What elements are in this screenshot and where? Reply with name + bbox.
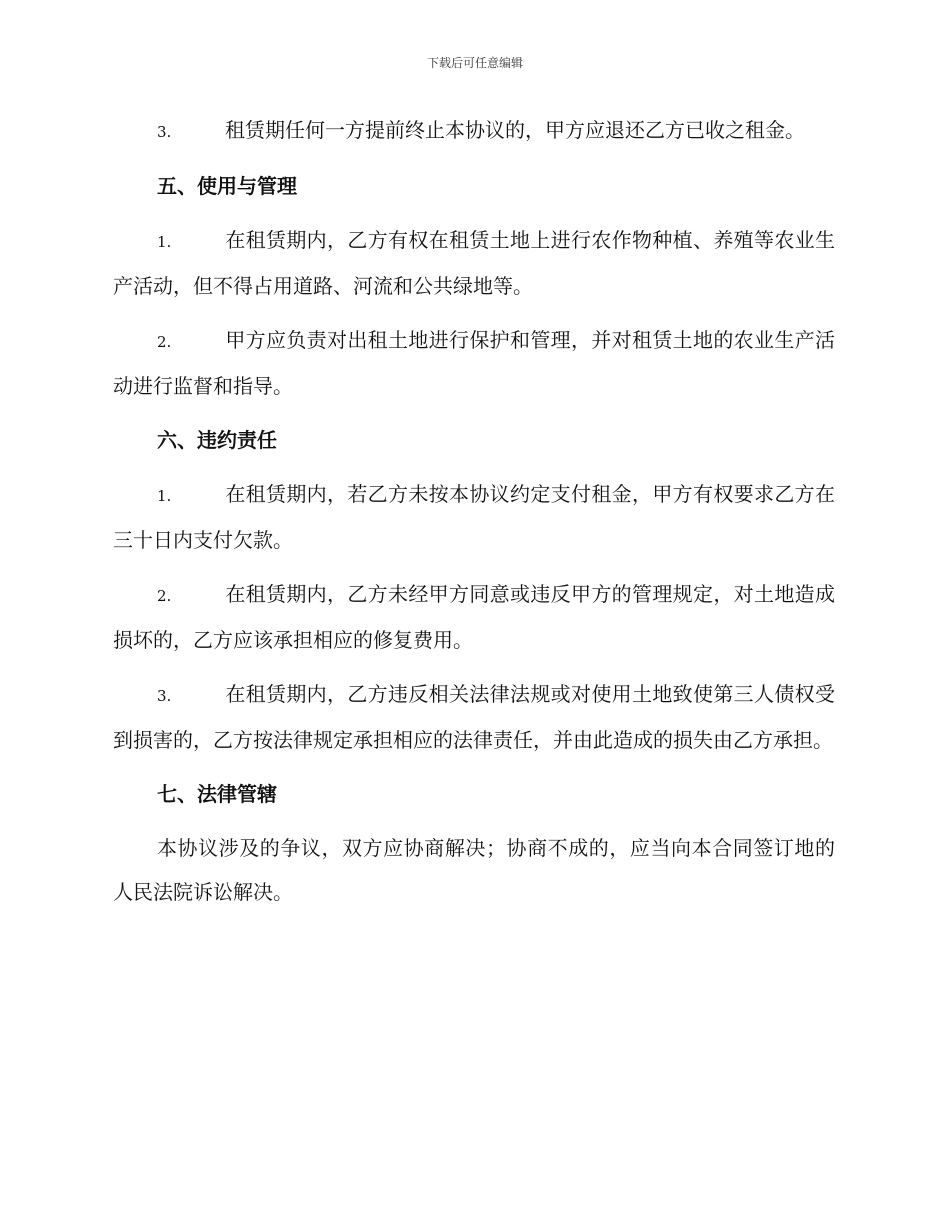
item-number: 2. xyxy=(157,587,172,605)
item-text: 甲方应负责对出租土地进行保护和管理，并对租赁土地的农业生产活动进行监督和指导。 xyxy=(113,328,835,398)
section5-item-1 xyxy=(113,218,835,308)
item-number: 1. xyxy=(157,487,172,505)
section4-item-3 xyxy=(113,108,835,154)
section6-item-2 xyxy=(113,572,835,662)
section5-heading: 五、使用与管理 xyxy=(157,174,297,198)
item-text: 在租赁期内，乙方有权在租赁土地上进行农作物种植、养殖等农业生产活动，但不得占用道路、河流和公共绿地等。 xyxy=(113,228,835,298)
section5-item-2 xyxy=(113,318,835,408)
item-number: 3. xyxy=(157,687,172,705)
section7-heading: 七、法律管辖 xyxy=(157,782,277,806)
item-number: 2. xyxy=(157,333,172,351)
item-number: 1. xyxy=(157,233,172,251)
section7-paragraph: 本协议涉及的争议，双方应协商解决；协商不成的，应当向本合同签订地的人民法院诉讼解决。 xyxy=(113,836,835,904)
item-text: 在租赁期内，乙方违反相关法律法规或对使用土地致使第三人债权受到损害的，乙方按法律规定承担相应的法律责任，并由此造成的损失由乙方承担。 xyxy=(113,682,835,752)
section6-heading: 六、违约责任 xyxy=(157,428,277,452)
item-text: 租赁期任何一方提前终止本协议的，甲方应退还乙方已收之租金。 xyxy=(225,118,805,142)
item-text: 在租赁期内，乙方未经甲方同意或违反甲方的管理规定，对土地造成损坏的，乙方应该承担相应的修复费用。 xyxy=(113,582,835,652)
item-text: 在租赁期内，若乙方未按本协议约定支付租金，甲方有权要求乙方在三十日内支付欠款。 xyxy=(113,482,835,552)
section6-item-1 xyxy=(113,472,835,562)
section6-item-3 xyxy=(113,672,835,762)
document-body xyxy=(113,108,835,924)
header-note: 下载后可任意编辑 xyxy=(426,56,523,70)
item-number: 3. xyxy=(157,123,172,141)
